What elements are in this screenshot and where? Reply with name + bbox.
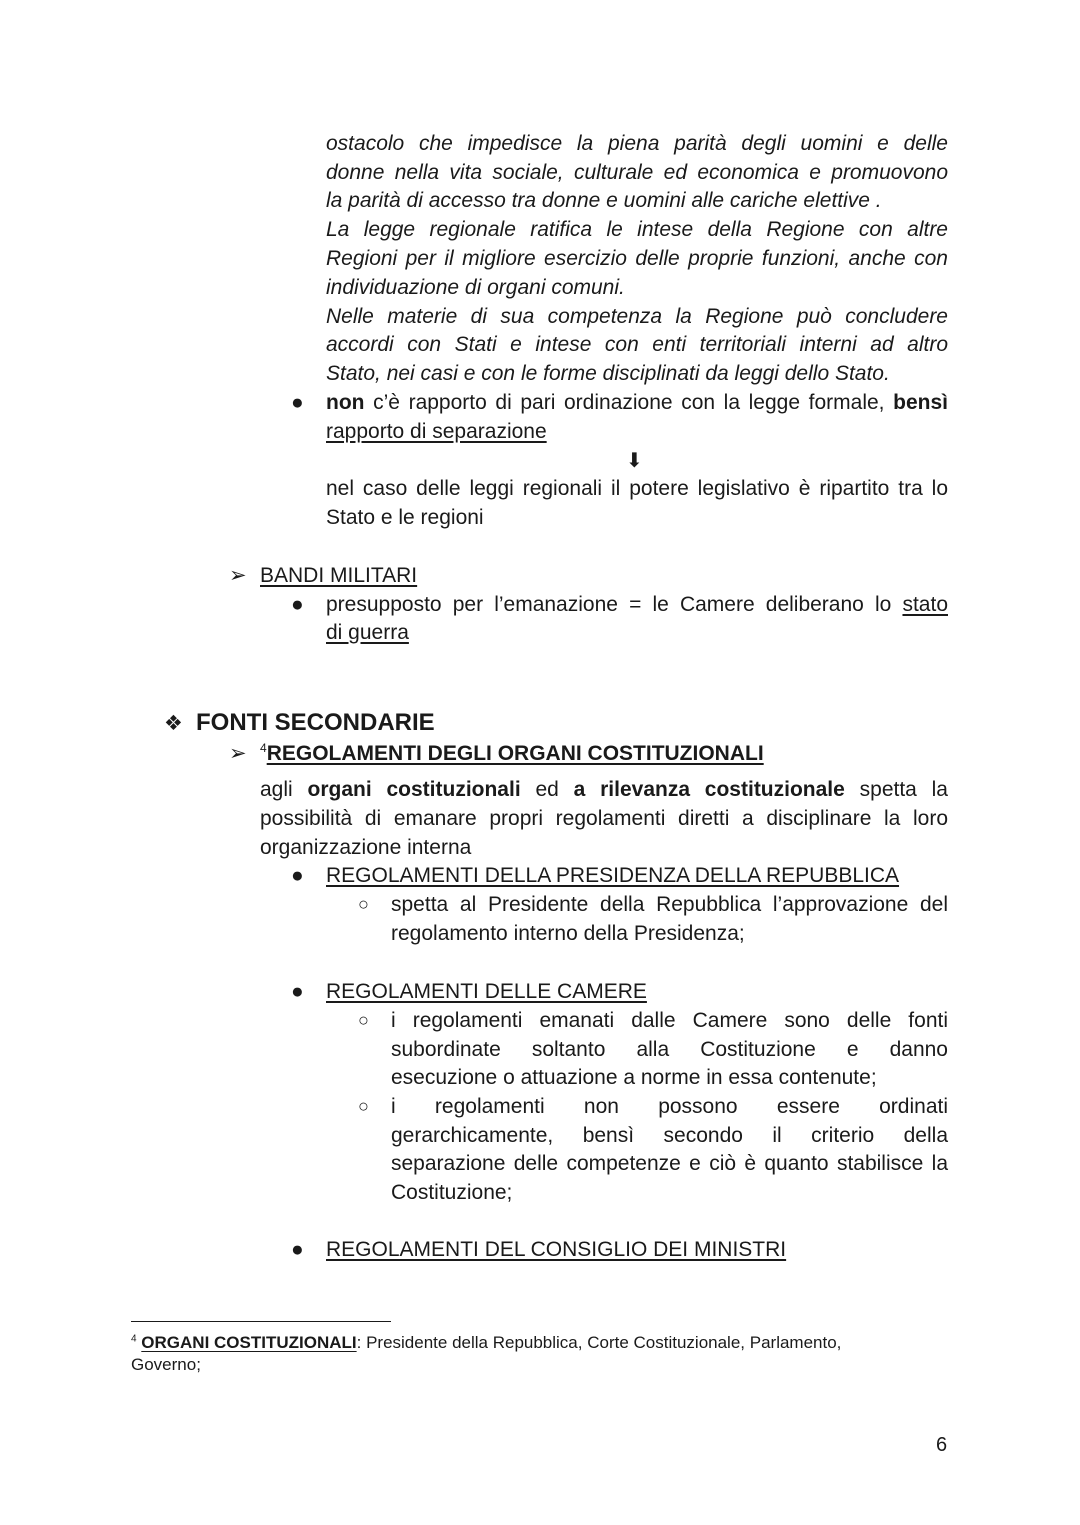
bullet-icon: ●	[291, 1238, 304, 1261]
item-title: REGOLAMENTI DELLE CAMERE	[326, 980, 647, 1003]
text-line	[260, 775, 948, 804]
arrow-down-icon: ⬇	[626, 450, 643, 472]
bullet-icon: ●	[291, 593, 304, 616]
text-line: regolamento interno della Presidenza;	[391, 922, 745, 945]
footnote-separator	[131, 1321, 391, 1322]
text: c’è rapporto di pari ordinazione con la legge formale,	[373, 391, 885, 414]
bullet-icon: ●	[291, 864, 304, 887]
text-line: i regolamenti emanati dalle Camere sono delle fonti	[391, 1009, 948, 1032]
circle-bullet-icon: ○	[358, 894, 369, 914]
diamond-bullet-icon: ❖	[164, 712, 183, 735]
text-line: ostacolo che impedisce la piena parità degli uomini e delle	[326, 132, 948, 155]
text-line: Regioni per il migliore esercizio delle proprie funzioni, anche con	[326, 247, 948, 270]
bold-text: a rilevanza costituzionale	[573, 778, 845, 801]
bold-text: non	[326, 391, 365, 414]
underlined-text: rapporto di separazione	[326, 420, 547, 443]
section-heading: FONTI SECONDARIE	[196, 709, 435, 736]
item-title: REGOLAMENTI DELLA PRESIDENZA DELLA REPUBBLICA	[326, 864, 900, 887]
circle-bullet-icon: ○	[358, 1010, 369, 1030]
bullet-icon: ●	[291, 980, 304, 1003]
text-line: donne nella vita sociale, culturale ed economica e promuovono	[326, 161, 948, 184]
footnote-line: Governo;	[131, 1355, 201, 1374]
text-line: individuazione di organi comuni.	[326, 276, 625, 299]
footnote-number: 4	[131, 1333, 137, 1345]
text-line: gerarchicamente, bensì secondo il criterio della	[391, 1124, 948, 1147]
page-number: 6	[936, 1434, 948, 1456]
footnote-ref[interactable]: 4	[260, 741, 267, 755]
subheading	[260, 739, 764, 768]
text-line: Costituzione;	[391, 1181, 513, 1204]
underlined-text: stato	[902, 593, 948, 616]
text-line: esecuzione o attuazione a norme in essa contenute;	[391, 1066, 877, 1089]
text-line: spetta al Presidente della Repubblica l’approvazione del	[391, 893, 948, 916]
text: presupposto per l’emanazione = le Camere deliberano lo	[326, 593, 892, 616]
arrowhead-icon: ➢	[229, 564, 247, 587]
text-line: la parità di accesso tra donne e uomini alle cariche elettive .	[326, 189, 882, 212]
text-line: separazione delle competenze e ciò è quanto stabilisce la	[391, 1152, 948, 1175]
text-line	[326, 388, 948, 417]
text-line: subordinate soltanto alla Costituzione e danno	[391, 1038, 948, 1061]
footnote-line	[131, 1332, 841, 1354]
section-title: BANDI MILITARI	[260, 564, 418, 587]
text: agli	[260, 778, 293, 801]
text-line: possibilità di emanare propri regolamenti diretti a disciplinare la loro	[260, 807, 948, 830]
text-line: Stato e le regioni	[326, 506, 484, 529]
footnote-term: ORGANI COSTITUZIONALI	[141, 1333, 357, 1352]
item-title: REGOLAMENTI DEL CONSIGLIO DEI MINISTRI	[326, 1238, 787, 1261]
subheading-title: REGOLAMENTI DEGLI ORGANI COSTITUZIONALI	[266, 742, 764, 765]
bold-text: bensì	[893, 391, 948, 414]
text-line: nel caso delle leggi regionali il potere legislativo è ripartito tra lo	[326, 477, 948, 500]
footnote-text: : Presidente della Repubblica, Corte Costituzionale, Parlamento,	[356, 1333, 842, 1352]
text-line: Stato, nei casi e con le forme disciplinati da leggi dello Stato.	[326, 362, 890, 385]
text-line: Nelle materie di sua competenza la Regione può concludere	[326, 305, 948, 328]
circle-bullet-icon: ○	[358, 1096, 369, 1116]
bullet-icon: ●	[291, 391, 304, 414]
text-line: accordi con Stati e intese con enti territoriali interni ad altro	[326, 333, 948, 356]
text-line	[326, 590, 948, 619]
text: ed	[535, 778, 559, 801]
text-line: organizzazione interna	[260, 836, 472, 859]
text: spetta la	[859, 778, 948, 801]
text-line: La legge regionale ratifica le intese della Regione con altre	[326, 218, 948, 241]
underlined-text: di guerra	[326, 621, 409, 644]
text-line: i regolamenti non possono essere ordinati	[391, 1095, 948, 1118]
arrowhead-icon: ➢	[229, 742, 247, 765]
bold-text: organi costituzionali	[307, 778, 521, 801]
